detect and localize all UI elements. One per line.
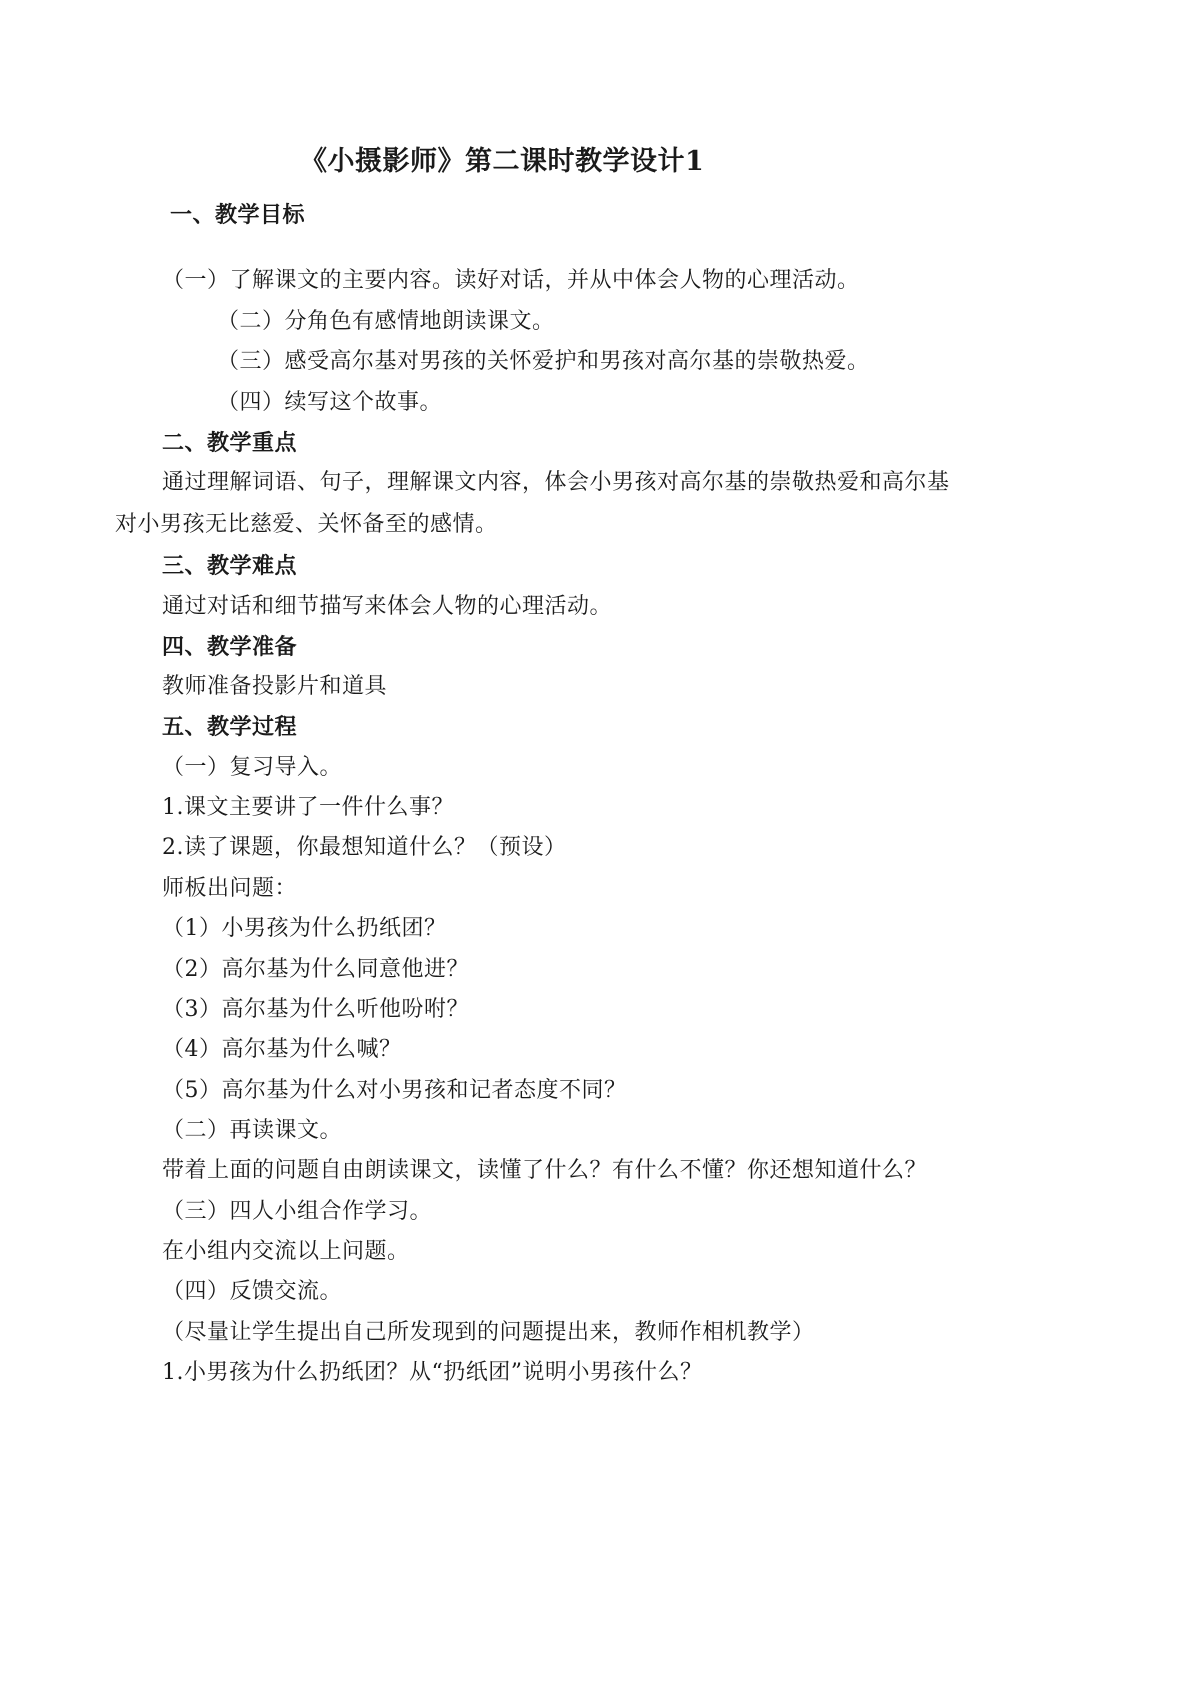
process-line-14: （四）反馈交流。 bbox=[162, 1279, 343, 1304]
objective-item-1: （一）了解课文的主要内容。读好对话，并从中体会人物的心理活动。 bbox=[162, 268, 860, 293]
process-line-7: （3）高尔基为什么听他吩咐？ bbox=[162, 997, 469, 1022]
heading-difficulties: 三、教学难点 bbox=[162, 553, 298, 579]
process-line-8: （4）高尔基为什么喊？ bbox=[162, 1037, 402, 1062]
process-line-10: （二）再读课文。 bbox=[162, 1118, 343, 1143]
objective-item-4: （四）续写这个故事。 bbox=[217, 390, 443, 415]
document-title: 《小摄影师》第二课时教学设计1 bbox=[300, 146, 705, 177]
key-points-line-2: 对小男孩无比慈爱、关怀备至的感情。 bbox=[115, 512, 498, 537]
process-line-13: 在小组内交流以上问题。 bbox=[162, 1239, 410, 1264]
heading-process: 五、教学过程 bbox=[162, 714, 298, 740]
process-line-2: 1.课文主要讲了一件什么事？ bbox=[162, 795, 454, 820]
objective-item-2: （二）分角色有感情地朗读课文。 bbox=[217, 309, 555, 334]
heading-objectives: 一、教学目标 bbox=[170, 202, 306, 228]
process-line-12: （三）四人小组合作学习。 bbox=[162, 1199, 433, 1224]
process-line-1: （一）复习导入。 bbox=[162, 755, 343, 780]
heading-key-points: 二、教学重点 bbox=[162, 430, 298, 456]
objective-item-3: （三）感受高尔基对男孩的关怀爱护和男孩对高尔基的崇敬热爱。 bbox=[217, 349, 870, 374]
process-line-11: 带着上面的问题自由朗读课文，读懂了什么？有什么不懂？你还想知道什么？ bbox=[162, 1158, 928, 1183]
heading-preparation: 四、教学准备 bbox=[162, 634, 298, 660]
preparation-text: 教师准备投影片和道具 bbox=[162, 674, 388, 699]
process-line-4: 师板出问题： bbox=[162, 876, 298, 901]
key-points-line-1: 通过理解词语、句子，理解课文内容，体会小男孩对高尔基的崇敬热爱和高尔基 bbox=[162, 470, 950, 495]
process-line-6: （2）高尔基为什么同意他进？ bbox=[162, 957, 469, 982]
process-line-15: （尽量让学生提出自己所发现到的问题提出来，教师作相机教学） bbox=[162, 1320, 815, 1345]
process-line-3: 2.读了课题，你最想知道什么？（预设） bbox=[162, 835, 567, 860]
process-line-5: （1）小男孩为什么扔纸团？ bbox=[162, 916, 447, 941]
difficulties-text: 通过对话和细节描写来体会人物的心理活动。 bbox=[162, 594, 613, 619]
process-line-16: 1.小男孩为什么扔纸团？从“扔纸团”说明小男孩什么？ bbox=[162, 1360, 703, 1385]
process-line-9: （5）高尔基为什么对小男孩和记者态度不同？ bbox=[162, 1078, 627, 1103]
